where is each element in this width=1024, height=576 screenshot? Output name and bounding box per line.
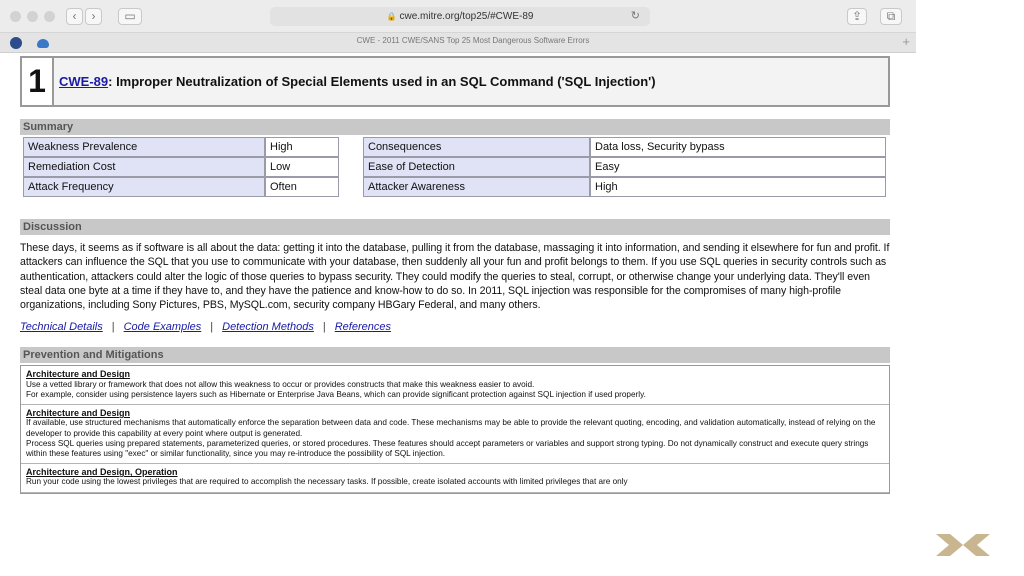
list-item <box>21 464 889 492</box>
zoom-window-button[interactable] <box>44 11 55 22</box>
mitigation-phase: Architecture and Design, Operation <box>26 467 178 478</box>
mitigation-text: If available, use structured mechanisms that automatically enforce the separation between data and code. These mechanisms may be able to provide the relevant quoting, encoding, and validation automatically, instead of relying on the developer to provide this capability at every point where output is generated. <box>26 418 876 438</box>
detection-methods-link[interactable]: Detection Methods <box>222 321 314 334</box>
new-tab-icon[interactable]: + <box>902 34 910 49</box>
tab-bar <box>0 33 916 53</box>
table-row <box>23 177 339 197</box>
summary-label: Attack Frequency <box>23 177 265 197</box>
share-icon[interactable]: ⇪ <box>847 8 867 25</box>
close-window-button[interactable] <box>10 11 21 22</box>
cwe-id-link[interactable]: CWE-89 <box>59 74 109 89</box>
cloud-icon[interactable] <box>37 39 49 48</box>
table-row <box>363 157 886 177</box>
mitigation-text: Process SQL queries using prepared statements, parameterized queries, or stored procedures. These features should accept parameters or variables and support strong typing. Do not dynamically construct and execute query strings within these features using "exec" or similar functionality, since you may re-introduce the possibility of SQL injection. <box>26 438 869 458</box>
summary-tables <box>20 137 890 201</box>
summary-label: Remediation Cost <box>23 157 265 177</box>
summary-label: Weakness Prevalence <box>23 137 265 157</box>
reload-icon[interactable]: ↻ <box>630 10 640 22</box>
table-row <box>363 177 886 197</box>
summary-value: High <box>265 137 339 157</box>
summary-value: Often <box>265 177 339 197</box>
page-content <box>20 56 890 494</box>
link-separator: | <box>210 321 214 334</box>
summary-value: High <box>590 177 886 197</box>
summary-label: Ease of Detection <box>363 157 590 177</box>
summary-label: Attacker Awareness <box>363 177 590 197</box>
summary-value: Low <box>265 157 339 177</box>
mitigation-text: For example, consider using persistence layers such as Hibernate or Enterprise Java Beans, which can provide significant protection against SQL injection if used properly. <box>26 389 646 399</box>
lock-icon: 🔒 <box>386 12 397 21</box>
entry-header <box>20 56 890 107</box>
mitigation-phase: Architecture and Design <box>26 369 131 380</box>
link-separator: | <box>322 321 326 334</box>
sidebar-icon[interactable]: ▭ <box>118 8 142 25</box>
tabs-icon[interactable]: ⧉ <box>880 8 902 25</box>
section-links <box>20 321 890 333</box>
mitigations-list <box>20 365 890 493</box>
summary-label: Consequences <box>363 137 590 157</box>
logo-chevron-left <box>936 534 963 556</box>
table-row <box>363 137 886 157</box>
discussion-heading: Discussion <box>20 219 890 235</box>
code-examples-link[interactable]: Code Examples <box>123 321 202 334</box>
tab-title[interactable]: CWE - 2011 CWE/SANS Top 25 Most Dangerous Software Errors <box>356 36 590 45</box>
list-item <box>21 366 889 405</box>
link-separator: | <box>111 321 115 334</box>
logo-chevron-right <box>963 534 990 556</box>
summary-heading: Summary <box>20 119 890 135</box>
mitigation-phase: Architecture and Design <box>26 408 131 419</box>
discussion-text: These days, it seems as if software is all about the data: getting it into the database, pulling it from the database, massaging it into information, and sending it elsewhere for fun and profit. If attackers can influence the SQL that you use to communicate with your database, then suddenly all your fun and profit belongs to them. If you use SQL queries in security controls such as authentication, attackers could alter the logic of those queries to bypass security. They could modify the queries to steal, corrupt, or otherwise change your underlying data. They'll even steal data one byte at a time if they have to, and they have the patience and know-how to do so. In 2011, SQL injection was responsible for the compromises of many high-profile organizations, including Sony Pictures, PBS, MySQL.com, security company HBGary Federal, and many others. <box>20 242 890 312</box>
list-item <box>21 405 889 464</box>
entry-title-text: : Improper Neutralization of Special Elements used in an SQL Command ('SQL Injection') <box>108 74 656 89</box>
summary-value: Data loss, Security bypass <box>590 137 886 157</box>
minimize-window-button[interactable] <box>27 11 38 22</box>
browser-toolbar <box>0 0 916 33</box>
technical-details-link[interactable]: Technical Details <box>20 321 103 334</box>
summary-table-right <box>363 137 886 197</box>
entry-title <box>59 74 656 89</box>
summary-value: Easy <box>590 157 886 177</box>
references-link[interactable]: References <box>334 321 391 334</box>
brand-logo-icon <box>934 532 992 558</box>
url-text: cwe.mitre.org/top25/#CWE-89 <box>399 11 534 22</box>
address-bar[interactable] <box>270 7 650 26</box>
table-row <box>23 157 339 177</box>
summary-table-left <box>23 137 339 197</box>
entry-rank: 1 <box>22 58 54 105</box>
mitigation-text: Use a vetted library or framework that does not allow this weakness to occur or provides constructs that make this weakness easier to avoid. <box>26 379 535 389</box>
globe-icon[interactable] <box>10 37 22 49</box>
mitigation-text: Run your code using the lowest privileges that are required to accomplish the necessary tasks. If possible, create isolated accounts with limited privileges that are only <box>26 477 628 487</box>
back-icon[interactable]: ‹ <box>66 8 83 25</box>
table-row <box>23 137 339 157</box>
forward-icon[interactable]: › <box>85 8 102 25</box>
mitigations-heading: Prevention and Mitigations <box>20 347 890 363</box>
